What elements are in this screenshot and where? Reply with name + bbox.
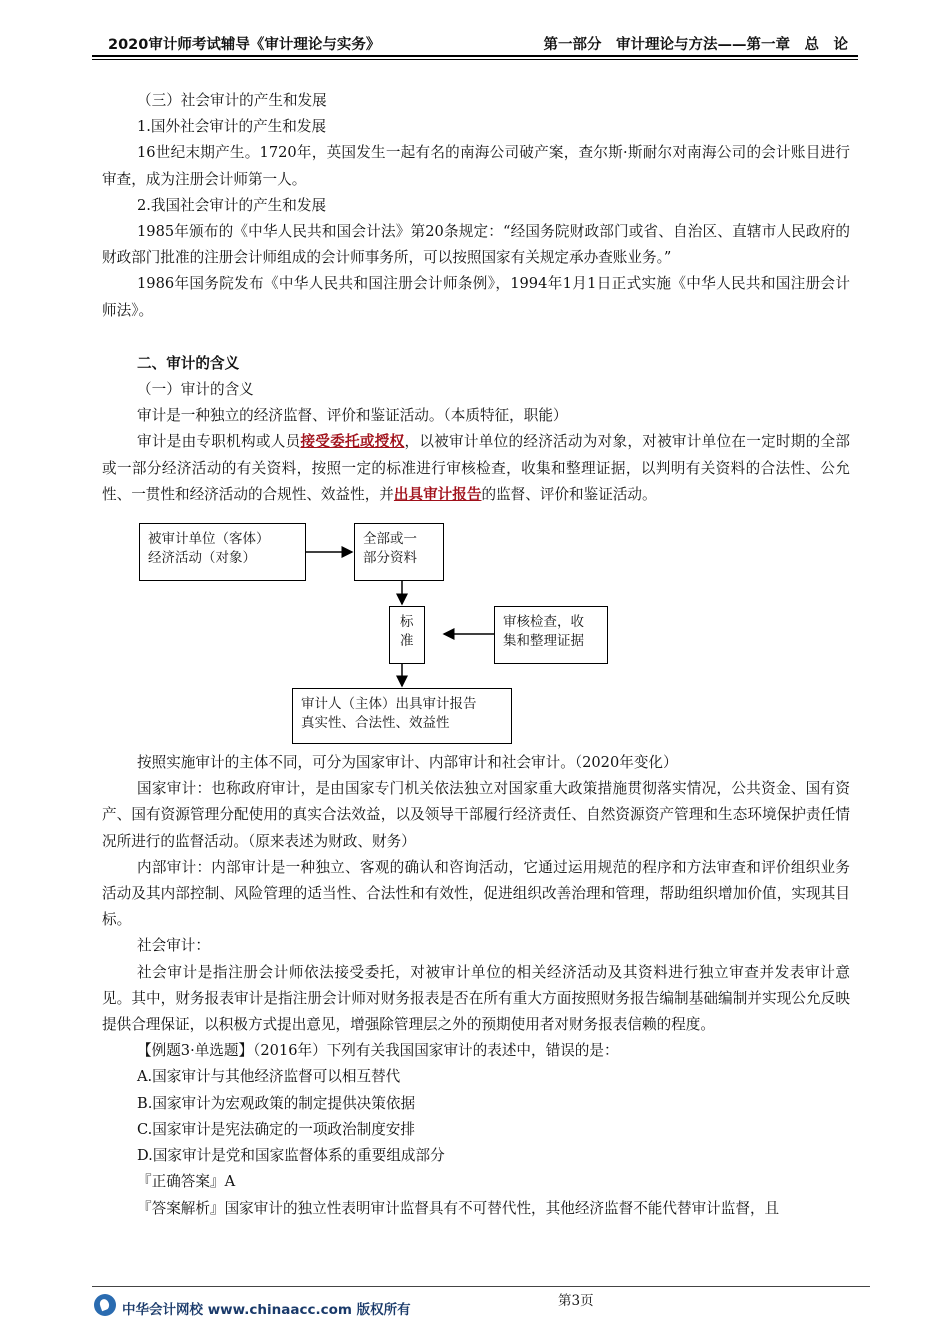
header-left-title: 2020审计师考试辅导《审计理论与实务》 [108, 37, 381, 53]
header-rule-thick [92, 55, 858, 57]
box-text: 真实性、合法性、效益性 [301, 715, 450, 732]
option-b: B.国家审计为宏观政策的制定提供决策依据 [137, 1094, 416, 1112]
paragraph: 2.我国社会审计的产生和发展 [137, 196, 327, 214]
box-text: 被审计单位（客体） [148, 531, 270, 548]
text: ，以被审计单位的经济活动为对象，对被审计单位在一定时期的全部或一部分经济活动的有关资料，按照一定的标准进行审核检查，收集和整理证据，以判明有关资料的合法性、公允性、一贯性和经济活动的合规性、效益性，并 [102, 433, 850, 503]
paragraph: 社会审计是指注册会计师依法接受委托，对被审计单位的相关经济活动及其资料进行独立审查并发表审计意见。其中，财务报表审计是指注册会计师对财务报表是否在所有重大方面按照财务报告编制基础编制并实现公允反映提供合理保证，以积极方式提出意见，增强除管理层之外的预期使用者对财务报表信赖的程度。 [102, 963, 850, 1034]
subsection-heading: （一）审计的含义 [137, 381, 254, 399]
paragraph: 国家审计：也称政府审计，是由国家专门机关依法独立对国家重大政策措施贯彻落实情况，公共资金、国有资产、国有资源管理分配使用的真实合法效益，以及领导干部履行经济责任、自然资源资产管理和生态环境保护责任情况所进行的监督活动。（原来表述为财政、财务） [102, 780, 850, 850]
answer-explanation: 『答案解析』国家审计的独立性表明审计监督具有不可替代性，其他经济监督不能代替审计监督，且 [137, 1199, 780, 1217]
subsection-heading: （三）社会审计的产生和发展 [137, 92, 327, 109]
audit-flow-diagram [102, 518, 850, 744]
highlight-term: 接受委托或授权 [300, 433, 405, 451]
box-text: 经济活动（对象） [148, 550, 256, 567]
correct-answer: 『正确答案』A [137, 1173, 236, 1191]
option-a: A.国家审计与其他经济监督可以相互替代 [137, 1068, 401, 1086]
paragraph: 1.国外社会审计的产生和发展 [137, 118, 327, 136]
box-text: 全部或一 [363, 531, 417, 548]
paragraph: 内部审计：内部审计是一种独立、客观的确认和咨询活动，它通过运用规范的程序和方法审查和评价组织业务活动及其内部控制、风险管理的适当性、合法性和有效性，促进组织改善治理和管理，帮助组织增加价值，实现其目标。 [102, 858, 850, 929]
box-audited-entity [139, 523, 306, 581]
text: 的监督、评价和鉴证活动。 [481, 485, 657, 503]
box-text: 标 [400, 614, 414, 631]
highlight-term: 出具审计报告 [393, 485, 482, 503]
box-standard [389, 606, 425, 664]
paragraph: 16世纪末期产生。1720年，英国发生一起有名的南海公司破产案，查尔斯·斯耐尔对南海公司的会计账目进行审查，成为注册会计师第一人。 [102, 144, 850, 188]
box-audit-report [292, 688, 512, 744]
box-text: 审计人（主体）出具审计报告 [301, 696, 477, 713]
footer-brand: 中华会计网校 www.chinaacc.com 版权所有 [122, 1302, 411, 1318]
option-d: D.国家审计是党和国家监督体系的重要组成部分 [137, 1147, 445, 1165]
page-content [102, 88, 850, 1222]
box-data [354, 523, 444, 581]
definition-paragraph [102, 429, 850, 508]
option-c: C.国家审计是宪法确定的一项政治制度安排 [137, 1120, 415, 1138]
header-rule-thin [92, 59, 858, 60]
question-stem: 【例题3·单选题】（2016年）下列有关我国国家审计的表述中，错误的是： [137, 1042, 619, 1060]
box-text: 部分资料 [363, 550, 417, 567]
logo-icon [94, 1294, 116, 1316]
paragraph: 审计是一种独立的经济监督、评价和鉴证活动。（本质特征，职能） [137, 407, 568, 425]
section-heading: 二、审计的含义 [137, 354, 240, 372]
paragraph: 1986年国务院发布《中华人民共和国注册会计师条例》，1994年1月1日正式实施《中华人民共和国注册会计师法》。 [102, 275, 850, 319]
text: 审计是由专职机构或人员 [137, 433, 301, 451]
paragraph: 1985年颁布的《中华人民共和国会计法》第20条规定：“经国务院财政部门或省、自治区、直辖市人民政府的财政部门批准的注册会计师组成的会计师事务所，可以按照国家有关规定承办查账业务。” [102, 223, 850, 267]
page-number: 第3页 [558, 1293, 594, 1309]
paragraph: 按照实施审计的主体不同，可分为国家审计、内部审计和社会审计。（2020年变化） [137, 754, 678, 772]
box-text: 集和整理证据 [503, 633, 584, 650]
footer-rule [92, 1286, 870, 1287]
box-text: 审核检查，收 [503, 614, 584, 631]
paragraph: 社会审计： [137, 937, 210, 955]
box-evidence [494, 606, 608, 664]
page-header [92, 30, 858, 54]
header-right-title: 第一部分 审计理论与方法——第一章 总 论 [543, 37, 848, 53]
box-text: 准 [400, 633, 414, 650]
